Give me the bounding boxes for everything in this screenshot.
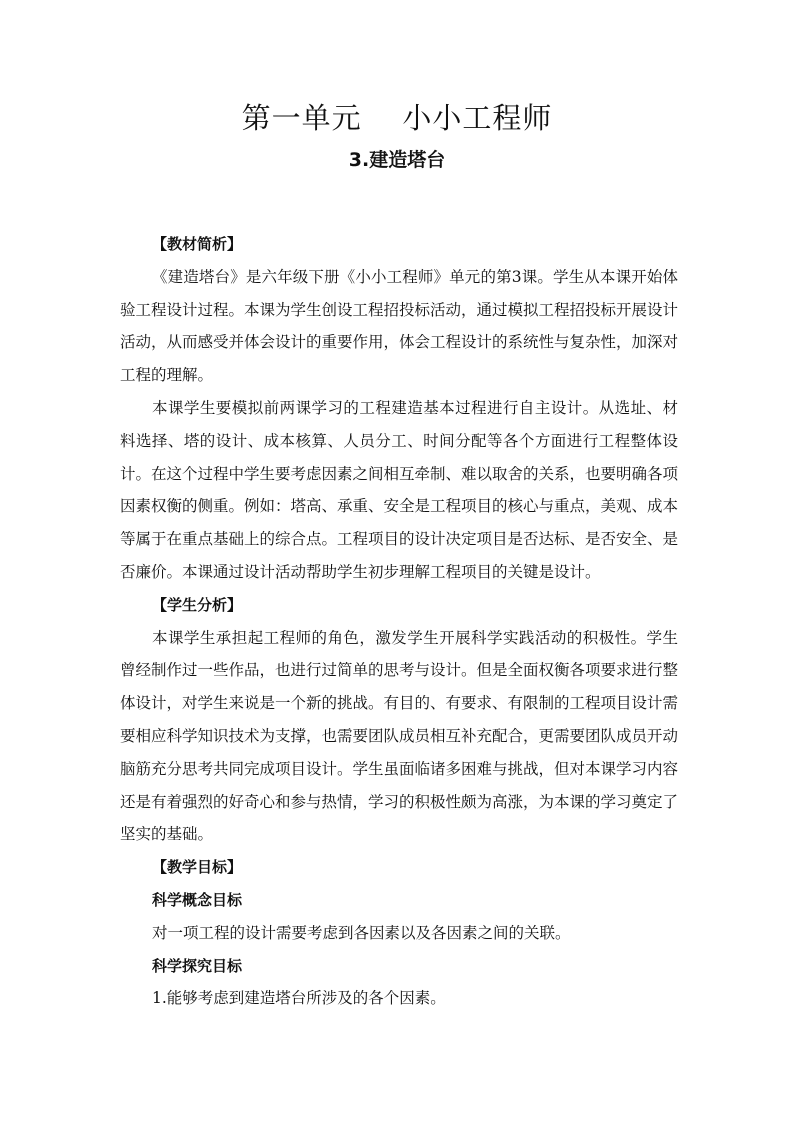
lesson-title: 3.建造塔台: [348, 149, 446, 171]
unit-title: 第一单元 小小工程师: [241, 101, 553, 135]
textbook-paragraph-2: 本课学生要模拟前两课学习的工程建造基本过程进行自主设计。从选址、材料选择、塔的设计、成本核算、人员分工、时间分配等各个方面进行工程整体设计。在这个过程中学生要考虑因素之间相互牵制、难以取舍的关系，也要明确各项因素权衡的侧重。例如：塔高、承重、安全是工程项目的核心与重点，美观、成本等属于在重点基础上的综合点。工程项目的设计决定项目是否达标、是否安全、是否廉价。本课通过设计活动帮助学生初步理解工程项目的关键是设计。: [120, 398, 679, 581]
students-paragraph-1: 本课学生承担起工程师的角色，激发学生开展科学实践活动的积极性。学生曾经制作过一些作品，也进行过简单的思考与设计。但是全面权衡各项要求进行整体设计，对学生来说是一个新的挑战。有目的、有要求、有限制的工程项目设计需要相应科学知识技术为支撑，也需要团队成员相互补充配合，更需要团队成员开动脑筋充分思考共同完成项目设计。学生虽面临诸多困难与挑战，但对本课学习内容还是有着强烈的好奇心和参与热情，学习的积极性颇为高涨，为本课的学习奠定了坚实的基础。: [120, 628, 679, 844]
textbook-paragraph-1: 《建造塔台》是六年级下册《小小工程师》单元的第3课。学生从本课开始体验工程设计过程。本课为学生创设工程招投标活动，通过模拟工程招投标开展设计活动，从而感受并体会设计的重要作用，体会工程设计的系统性与复杂性，加深对工程的理解。: [120, 267, 679, 385]
section-heading-textbook: 【教材简析】: [152, 235, 243, 253]
inquiry-goal-heading: 科学探究目标: [152, 956, 243, 975]
section-heading-goals: 【教学目标】: [152, 858, 243, 877]
section-heading-students: 【学生分析】: [152, 595, 243, 614]
document-body: [120, 228, 678, 1015]
inquiry-goal-item-1: 1.能够考虑到建造塔台所涉及的各个因素。: [152, 989, 446, 1008]
concept-goal-text: 对一项工程的设计需要考虑到各因素以及各因素之间的关联。: [152, 923, 571, 942]
concept-goal-heading: 科学概念目标: [152, 890, 243, 909]
